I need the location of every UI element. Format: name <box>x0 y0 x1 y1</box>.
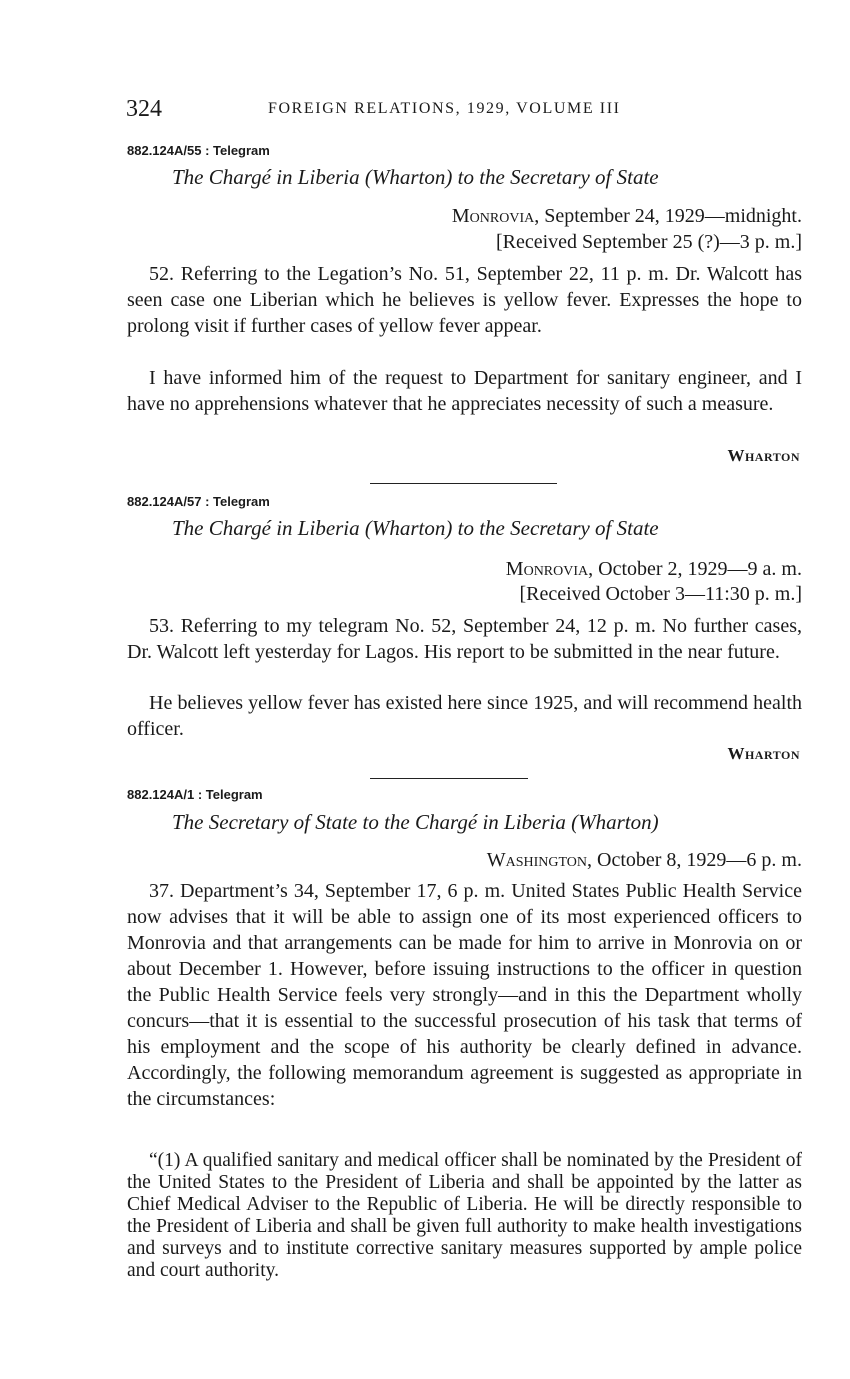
dateline-place: Washington <box>486 849 588 871</box>
dateline-place: Monrovia <box>451 205 535 227</box>
file-number: 882.124A/1 : Telegram <box>127 787 263 802</box>
paragraph: 52. Referring to the Legation’s No. 51, September 22, 11 p. m. Dr. Walcott has seen case one Liberian which he believes is yellow fever. Expresses the hope to prolong visit if further cases of yellow fever appear. <box>127 263 802 337</box>
dateline-date: , September 24, 1929—midnight. <box>534 205 802 227</box>
dateline <box>506 558 802 581</box>
dateline <box>487 849 802 872</box>
section-divider <box>370 483 557 484</box>
dateline-date: , October 8, 1929—6 p. m. <box>587 849 802 871</box>
document-heading: The Chargé in Liberia (Wharton) to the Secretary of State <box>172 516 659 540</box>
document-heading: The Chargé in Liberia (Wharton) to the Secretary of State <box>172 165 659 189</box>
dateline-place: Monrovia <box>505 558 589 580</box>
page-number: 324 <box>126 96 162 122</box>
received-note: [Received October 3—11:30 p. m.] <box>519 583 802 605</box>
paragraph: 53. Referring to my telegram No. 52, September 24, 12 p. m. No further cases, Dr. Walcott left yesterday for Lagos. His report to be submitted in the near future. <box>127 615 802 663</box>
received-note: [Received September 25 (?)—3 p. m.] <box>495 231 802 253</box>
file-number: 882.124A/57 : Telegram <box>127 494 270 509</box>
paragraph: 37. Department’s 34, September 17, 6 p. m. United States Public Health Service now advises that it will be able to assign one of its most experienced officers to Monrovia and that arrangements can be made for him to arrive in Monrovia on or about December 1. However, before issuing instructions to the officer in question the Public Health Service feels very strongly—and in this the Department wholly concurs—that it is essential to the successful prosecution of his task that terms of his employment and the scope of his authority be clearly defined in advance. Accordingly, the following memorandum agreement is suggested as appropriate in the circumstances: <box>127 880 802 1110</box>
paragraph: I have informed him of the request to Department for sanitary engineer, and I have no apprehensions whatever that he appreciates necessity of such a measure. <box>127 367 802 415</box>
section-divider <box>370 778 528 779</box>
running-title: FOREIGN RELATIONS, 1929, VOLUME III <box>268 100 621 117</box>
dateline-date: , October 2, 1929—9 a. m. <box>588 558 802 580</box>
paragraph: He believes yellow fever has existed here since 1925, and will recommend health officer. <box>127 692 802 740</box>
dateline <box>452 205 802 228</box>
document-heading: The Secretary of State to the Chargé in Liberia (Wharton) <box>172 810 659 834</box>
file-number: 882.124A/55 : Telegram <box>127 143 270 158</box>
signature: Wharton <box>727 446 800 465</box>
quoted-paragraph: “(1) A qualified sanitary and medical officer shall be nominated by the President of the United States to the President of Liberia and shall be appointed by the latter as Chief Medical Adviser to the Republic of Liberia. He will be directly responsible to the President of Liberia and shall be given full authority to make health investigations and surveys and to institute corrective sanitary measures supported by ample police and court authority. <box>127 1150 802 1281</box>
signature: Wharton <box>727 744 800 763</box>
